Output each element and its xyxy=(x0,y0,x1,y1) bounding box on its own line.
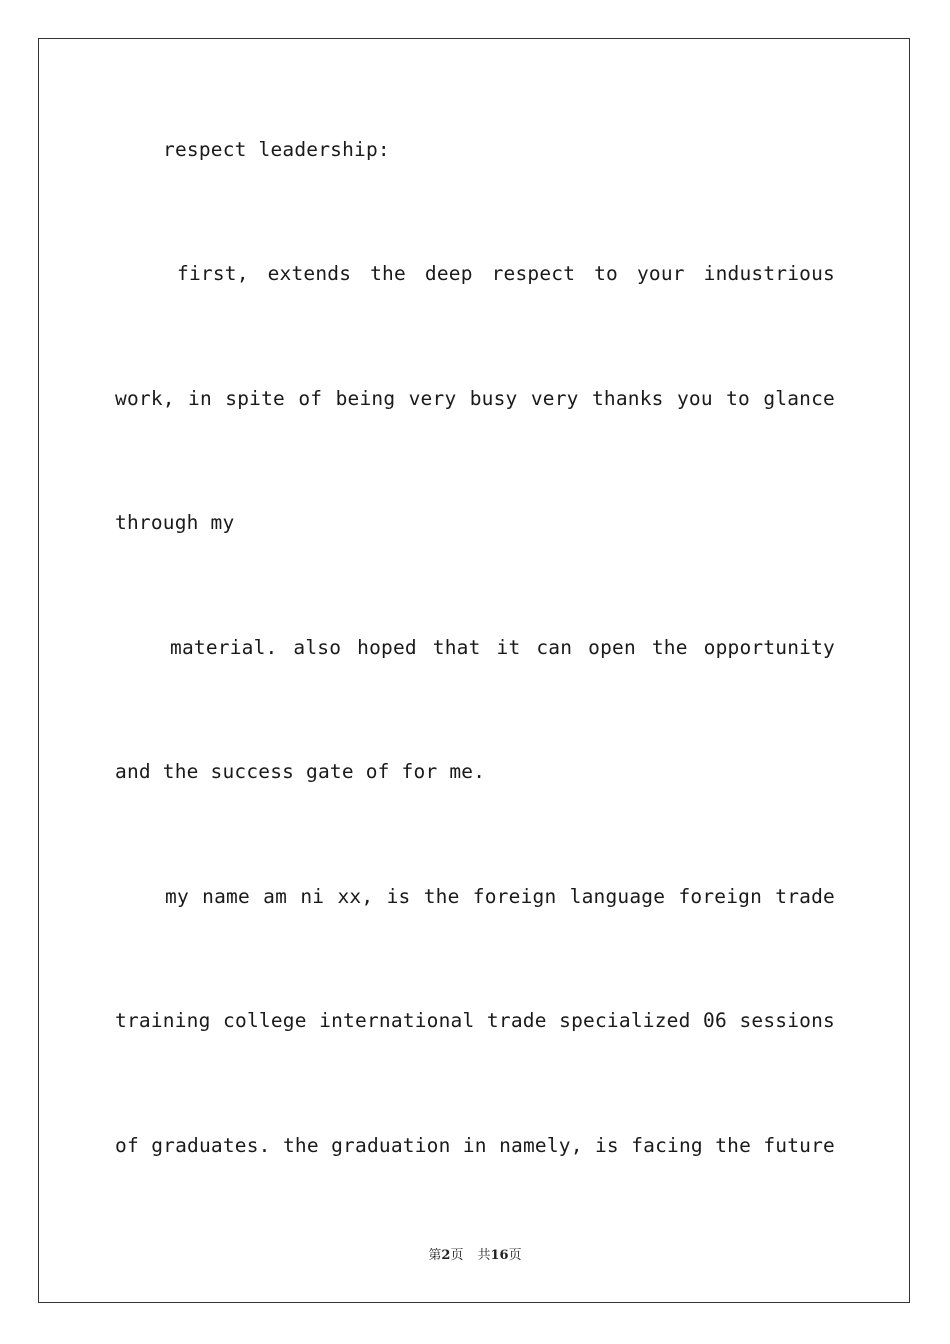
text-line-1: respect leadership: xyxy=(163,138,390,161)
total-prefix: 共 xyxy=(477,1248,491,1263)
text-line-5: material. also hoped that it can open the opportunity xyxy=(170,636,835,659)
page-footer xyxy=(0,1247,950,1265)
page-suffix: 页 xyxy=(450,1248,464,1263)
text-line-7: my name am ni xx, is the foreign language foreign trade xyxy=(165,885,835,908)
text-line-8: training college international trade specialized 06 sessions xyxy=(115,1009,835,1032)
text-line-3: work, in spite of being very busy very thanks you to glance xyxy=(115,387,835,410)
total-page-count: 16 xyxy=(490,1248,509,1263)
total-suffix: 页 xyxy=(508,1248,522,1263)
text-line-9: of graduates. the graduation in namely, is facing the future xyxy=(115,1134,835,1157)
text-line-4: through my xyxy=(115,511,235,534)
page-border xyxy=(38,38,910,1303)
text-line-6: and the success gate of for me. xyxy=(115,760,486,783)
text-line-2: first, extends the deep respect to your industrious xyxy=(177,262,835,285)
current-page-number: 2 xyxy=(441,1248,451,1263)
page-prefix: 第 xyxy=(428,1248,442,1263)
